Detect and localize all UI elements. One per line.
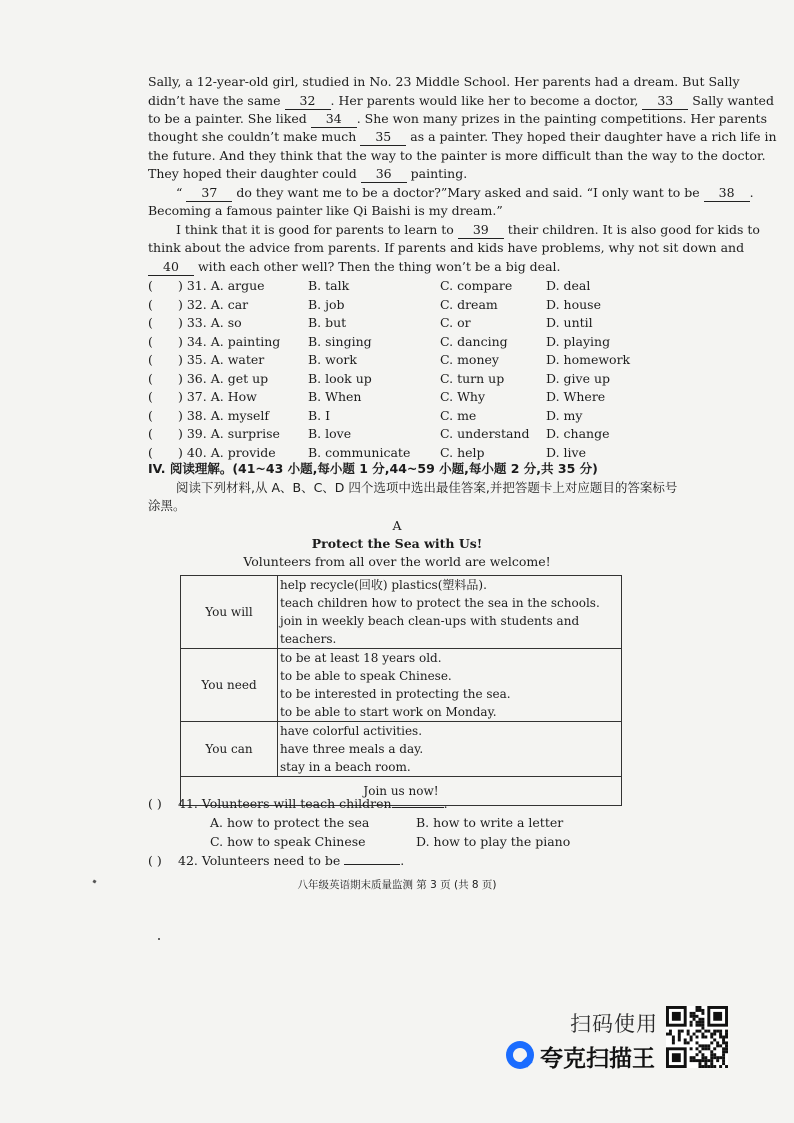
scan-speck — [158, 938, 160, 940]
passage-text: painting. — [406, 166, 468, 181]
option-b: B. communicate — [308, 444, 411, 460]
passage-text: the future. And they think that the way to the painter is more difficult than the way to the doctor. — [148, 148, 766, 163]
page-footer: 八年级英语期末质量监测 第 3 页 (共 8 页) — [297, 879, 497, 891]
list-item: to be able to start work on Monday. — [280, 705, 497, 719]
passage-text: Sally, a 12-year-old girl, studied in No. 23 Middle School. Her parents had a dream. But Sally — [148, 74, 740, 89]
blank-number: 37 — [186, 185, 232, 202]
passage-line — [148, 259, 561, 276]
question-number: ) 39. A. surprise — [178, 426, 280, 441]
option-b: B. job — [308, 296, 345, 312]
answer-paren: ( ) — [148, 853, 162, 868]
answer-paren: ( ) — [148, 796, 162, 811]
passage-line — [148, 93, 774, 110]
row-items — [278, 722, 622, 777]
option-a: A. how to protect the sea — [210, 815, 370, 830]
row-label: You can — [181, 722, 278, 777]
passage-text: as a painter. They hoped their daughter have a rich life in — [406, 129, 777, 144]
option-c: C. how to speak Chinese — [210, 834, 366, 849]
blank-number: 36 — [361, 166, 407, 183]
passage-subtitle: Volunteers from all over the world are welcome! — [243, 554, 551, 569]
passage-text: to be a painter. She liked — [148, 111, 311, 126]
answer-paren-open: ( — [148, 278, 153, 293]
list-item: stay in a beach room. — [280, 760, 411, 774]
passage-text: “ — [176, 185, 187, 200]
option-c: C. Why — [440, 389, 486, 404]
passage-text: I think that it is good for parents to learn to — [176, 222, 458, 237]
blank-number: 35 — [360, 129, 406, 146]
scan-to-use-text: 扫码使用 — [570, 1012, 658, 1036]
question-number: ) 31. A. argue — [178, 278, 265, 293]
question-stem: 42. Volunteers need to be . — [178, 853, 405, 868]
question-row — [148, 370, 668, 388]
passage-text: Sally wanted — [688, 93, 774, 108]
question-41 — [148, 795, 668, 813]
answer-paren-open: ( — [148, 296, 153, 312]
question-row — [148, 314, 668, 332]
option-b: B. singing — [308, 333, 372, 349]
question-number: ) 37. A. How — [178, 389, 257, 404]
answer-paren-open: ( — [148, 426, 153, 441]
option-d: D. until — [546, 315, 593, 330]
question-41-options-row1 — [148, 814, 668, 832]
answer-paren-open: ( — [148, 315, 153, 330]
question-number: ) 33. A. so — [178, 315, 242, 330]
answer-paren-open: ( — [148, 333, 153, 349]
question-row — [148, 351, 668, 369]
option-c: C. turn up — [440, 370, 505, 386]
option-c: C. understand — [440, 426, 530, 441]
list-item: join in weekly beach clean-ups with students and teachers. — [280, 614, 580, 646]
option-d: D. give up — [546, 370, 611, 386]
list-item: help recycle(回收) plastics(塑料品). — [280, 578, 487, 592]
option-b: B. but — [308, 315, 347, 330]
question-42 — [148, 852, 668, 870]
question-41-options-row2 — [148, 833, 668, 851]
passage-text: do they want me to be a doctor?”Mary asked and said. “I only want to be — [232, 185, 704, 200]
list-item: to be able to speak Chinese. — [280, 669, 452, 683]
option-c: C. me — [440, 407, 477, 423]
question-number: ) 34. A. painting — [178, 333, 281, 349]
option-b: B. look up — [308, 370, 372, 386]
list-item: to be interested in protecting the sea. — [280, 687, 511, 701]
answer-paren-open: ( — [148, 370, 153, 386]
passage-line — [176, 185, 754, 202]
passage-text: . — [749, 185, 754, 200]
question-number: ) 36. A. get up — [178, 370, 269, 386]
answer-paren-open: ( — [148, 352, 153, 367]
row-items — [278, 649, 622, 722]
option-d: D. Where — [546, 389, 606, 404]
option-d: D. how to play the piano — [416, 834, 571, 849]
option-b: B. work — [308, 352, 357, 367]
table-row — [181, 576, 622, 649]
option-c: C. or — [440, 315, 471, 330]
passage-text: think about the advice from parents. If parents and kids have problems, why not sit down and — [148, 240, 745, 255]
blank-number: 40 — [148, 259, 194, 276]
option-c: C. help — [440, 444, 485, 460]
option-b: B. I — [308, 407, 331, 423]
blank-number: 39 — [458, 222, 504, 239]
option-d: D. homework — [546, 352, 631, 367]
volunteer-table — [180, 575, 622, 806]
section-instruction-cont: 涂黑。 — [148, 498, 186, 513]
answer-paren-open: ( — [148, 444, 153, 460]
option-b: B. how to write a letter — [416, 815, 564, 830]
option-b: B. When — [308, 389, 362, 404]
question-row — [148, 388, 668, 406]
passage-line — [148, 74, 740, 90]
list-item: to be at least 18 years old. — [280, 651, 442, 665]
question-row — [148, 444, 668, 462]
passage-line — [148, 240, 744, 256]
question-number: ) 35. A. water — [178, 352, 265, 367]
passage-line — [148, 148, 766, 164]
passage-text: thought she couldn’t make much — [148, 129, 361, 144]
list-item: have three meals a day. — [280, 742, 424, 756]
list-item: have colorful activities. — [280, 724, 423, 738]
option-d: D. live — [546, 444, 586, 460]
row-items — [278, 576, 622, 649]
app-brand-name: 夸克扫描王 — [540, 1046, 655, 1072]
blank-number: 34 — [311, 111, 357, 128]
blank-number: 33 — [642, 93, 688, 110]
section-instruction: 阅读下列材料,从 A、B、C、D 四个选项中选出最佳答案,并把答题卡上对应题目的答案标号 — [176, 480, 678, 495]
question-number: ) 38. A. myself — [178, 407, 270, 423]
list-item: teach children how to protect the sea in the schools. — [280, 596, 600, 610]
option-b: B. talk — [308, 278, 350, 293]
section-heading: IV. 阅读理解。(41~43 小题,每小题 1 分,44~59 小题,每小题 2 分,共 35 分) — [148, 461, 598, 476]
table-row — [181, 722, 622, 777]
passage-text: Becoming a famous painter like Qi Baishi is my dream.” — [148, 203, 503, 218]
passage-title: Protect the Sea with Us! — [311, 536, 483, 551]
passage-letter: A — [392, 518, 402, 533]
option-d: D. change — [546, 426, 610, 441]
option-c: C. compare — [440, 278, 513, 293]
option-d: D. my — [546, 407, 583, 423]
passage-text: . She won many prizes in the painting competitions. Her parents — [356, 111, 767, 126]
question-number: ) 40. A. provide — [178, 444, 276, 460]
question-row — [148, 425, 668, 443]
question-row — [148, 407, 668, 425]
passage-line — [148, 129, 777, 146]
question-row — [148, 296, 668, 314]
blank-number: 32 — [285, 93, 331, 110]
passage-text: didn’t have the same — [148, 93, 285, 108]
question-row — [148, 333, 668, 351]
answer-paren-open: ( — [148, 407, 153, 423]
blank-number: 38 — [704, 185, 750, 202]
question-row — [148, 277, 668, 295]
question-number: ) 32. A. car — [178, 296, 249, 312]
option-c: C. dancing — [440, 333, 508, 349]
row-label: You need — [181, 649, 278, 722]
option-b: B. love — [308, 426, 352, 441]
option-c: C. dream — [440, 296, 498, 312]
question-stem: 41. Volunteers will teach children . — [178, 796, 448, 811]
row-label: You will — [181, 576, 278, 649]
passage-text: their children. It is also good for kids to — [503, 222, 760, 237]
passage-text: They hoped their daughter could — [148, 166, 361, 181]
answer-paren-open: ( — [148, 389, 153, 404]
join-us-cell: Join us now! — [181, 777, 622, 806]
passage-text: with each other well? Then the thing won’t be a big deal. — [194, 259, 561, 274]
qr-code-icon — [666, 1006, 728, 1068]
passage-line — [148, 111, 767, 128]
option-c: C. money — [440, 352, 499, 367]
passage-line — [176, 222, 760, 239]
option-d: D. deal — [546, 278, 591, 293]
option-d: D. playing — [546, 333, 611, 349]
option-d: D. house — [546, 296, 601, 312]
passage-line — [148, 166, 467, 183]
app-logo-icon — [506, 1041, 534, 1069]
passage-text: . Her parents would like her to become a doctor, — [330, 93, 643, 108]
passage-line — [148, 203, 503, 219]
table-row — [181, 649, 622, 722]
